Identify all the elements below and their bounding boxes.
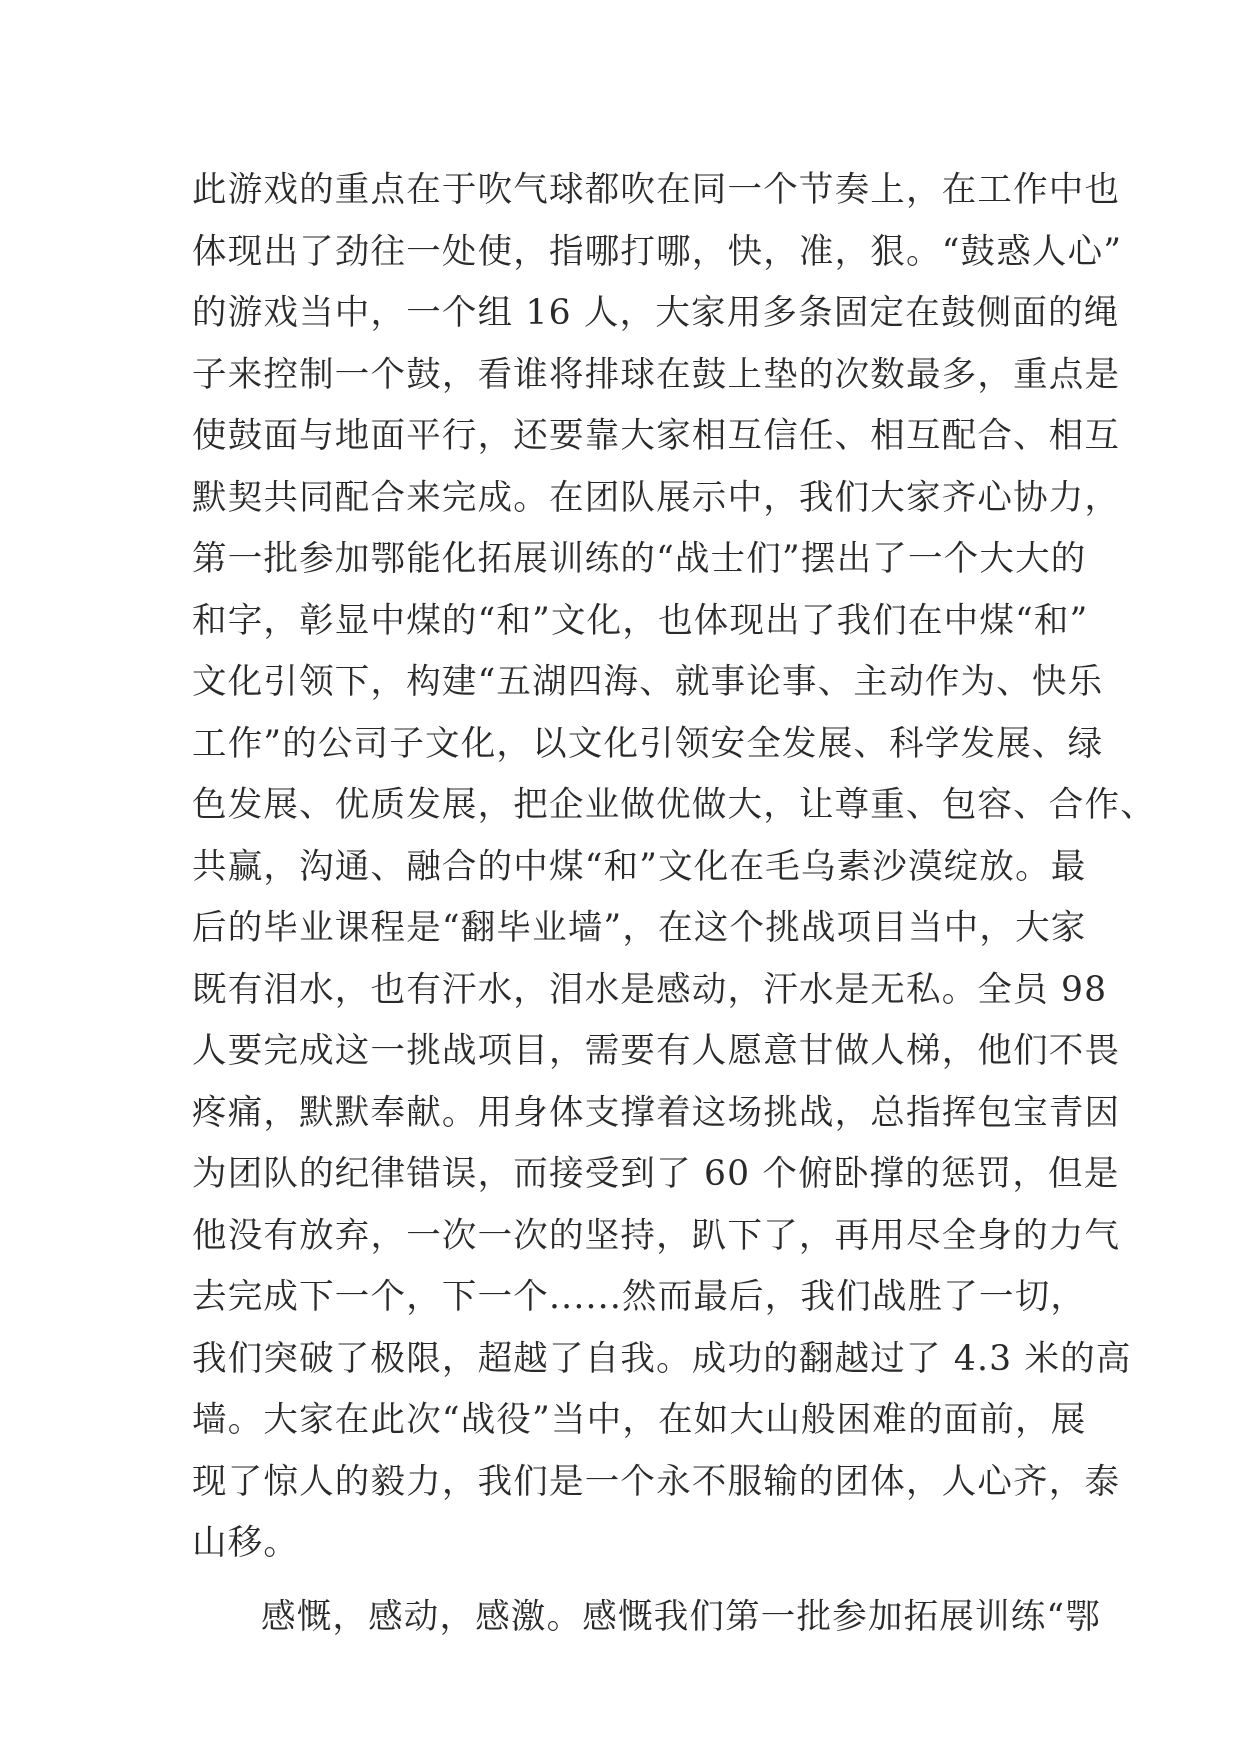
text-line: 和字，彰显中煤的“和”文化，也体现出了我们在中煤“和” (192, 600, 1089, 641)
text-line: 默契共同配合来完成。在团队展示中，我们大家齐心协力， (192, 477, 1121, 518)
text-line: 子来控制一个鼓，看谁将排球在鼓上垫的次数最多，重点是 (192, 354, 1121, 395)
text-line: 使鼓面与地面平行，还要靠大家相互信任、相互配合、相互 (192, 416, 1121, 456)
text-line: 后的毕业课程是“翻毕业墙”，在这个挑战项目当中，大家 (192, 908, 1087, 948)
text-line: 为团队的纪律错误，而接受到了 60 个俯卧撑的惩罚，但是 (192, 1154, 1120, 1194)
text-line: 此游戏的重点在于吹气球都吹在同一个节奏上，在工作中也 (192, 170, 1121, 210)
paragraph-2 (192, 1587, 1101, 1649)
text-line: 文化引领下，构建“五湖四海、就事论事、主动作为、快乐 (192, 662, 1104, 702)
text-line: 既有泪水，也有汗水，泪水是感动，汗水是无私。全员 98 (192, 969, 1108, 1010)
text-line: 感慨，感动，感激。感慨我们第一批参加拓展训练“鄂 (261, 1596, 1101, 1637)
text-line: 墙。大家在此次“战役”当中，在如大山般困难的面前，展 (192, 1400, 1087, 1440)
text-line: 去完成下一个，下一个......然而最后，我们战胜了一切， (192, 1277, 1087, 1317)
text-line: 工作”的公司子文化，以文化引领安全发展、科学发展、绿 (192, 723, 1104, 764)
text-line: 色发展、优质发展，把企业做优做大，让尊重、包容、合作、 (192, 785, 1156, 825)
paragraph-spacer (192, 1575, 1052, 1587)
text-line: 的游戏当中，一个组 16 人，大家用多条固定在鼓侧面的绳 (192, 293, 1120, 333)
text-line: 我们突破了极限，超越了自我。成功的翻越过了 4.3 米的高 (192, 1338, 1132, 1379)
text-line: 现了惊人的毅力，我们是一个永不服输的团体，人心齐，泰 (192, 1461, 1121, 1502)
text-line: 他没有放弃，一次一次的坚持，趴下了，再用尽全身的力气 (192, 1215, 1121, 1256)
text-line: 疼痛，默默奉献。用身体支撑着这场挑战，总指挥包宝青因 (192, 1092, 1121, 1133)
text-line: 人要完成这一挑战项目，需要有人愿意甘做人梯，他们不畏 (192, 1031, 1121, 1071)
paragraph-1 (192, 160, 1156, 1575)
text-line: 共赢，沟通、融合的中煤“和”文化在毛乌素沙漠绽放。最 (192, 846, 1087, 887)
text-line: 体现出了劲往一处使，指哪打哪，快，准，狠。“鼓惑人心” (192, 231, 1123, 272)
text-line: 山移。 (192, 1523, 300, 1563)
text-line: 第一批参加鄂能化拓展训练的“战士们”摆出了一个大大的 (192, 539, 1087, 579)
document-body (192, 160, 1156, 1648)
